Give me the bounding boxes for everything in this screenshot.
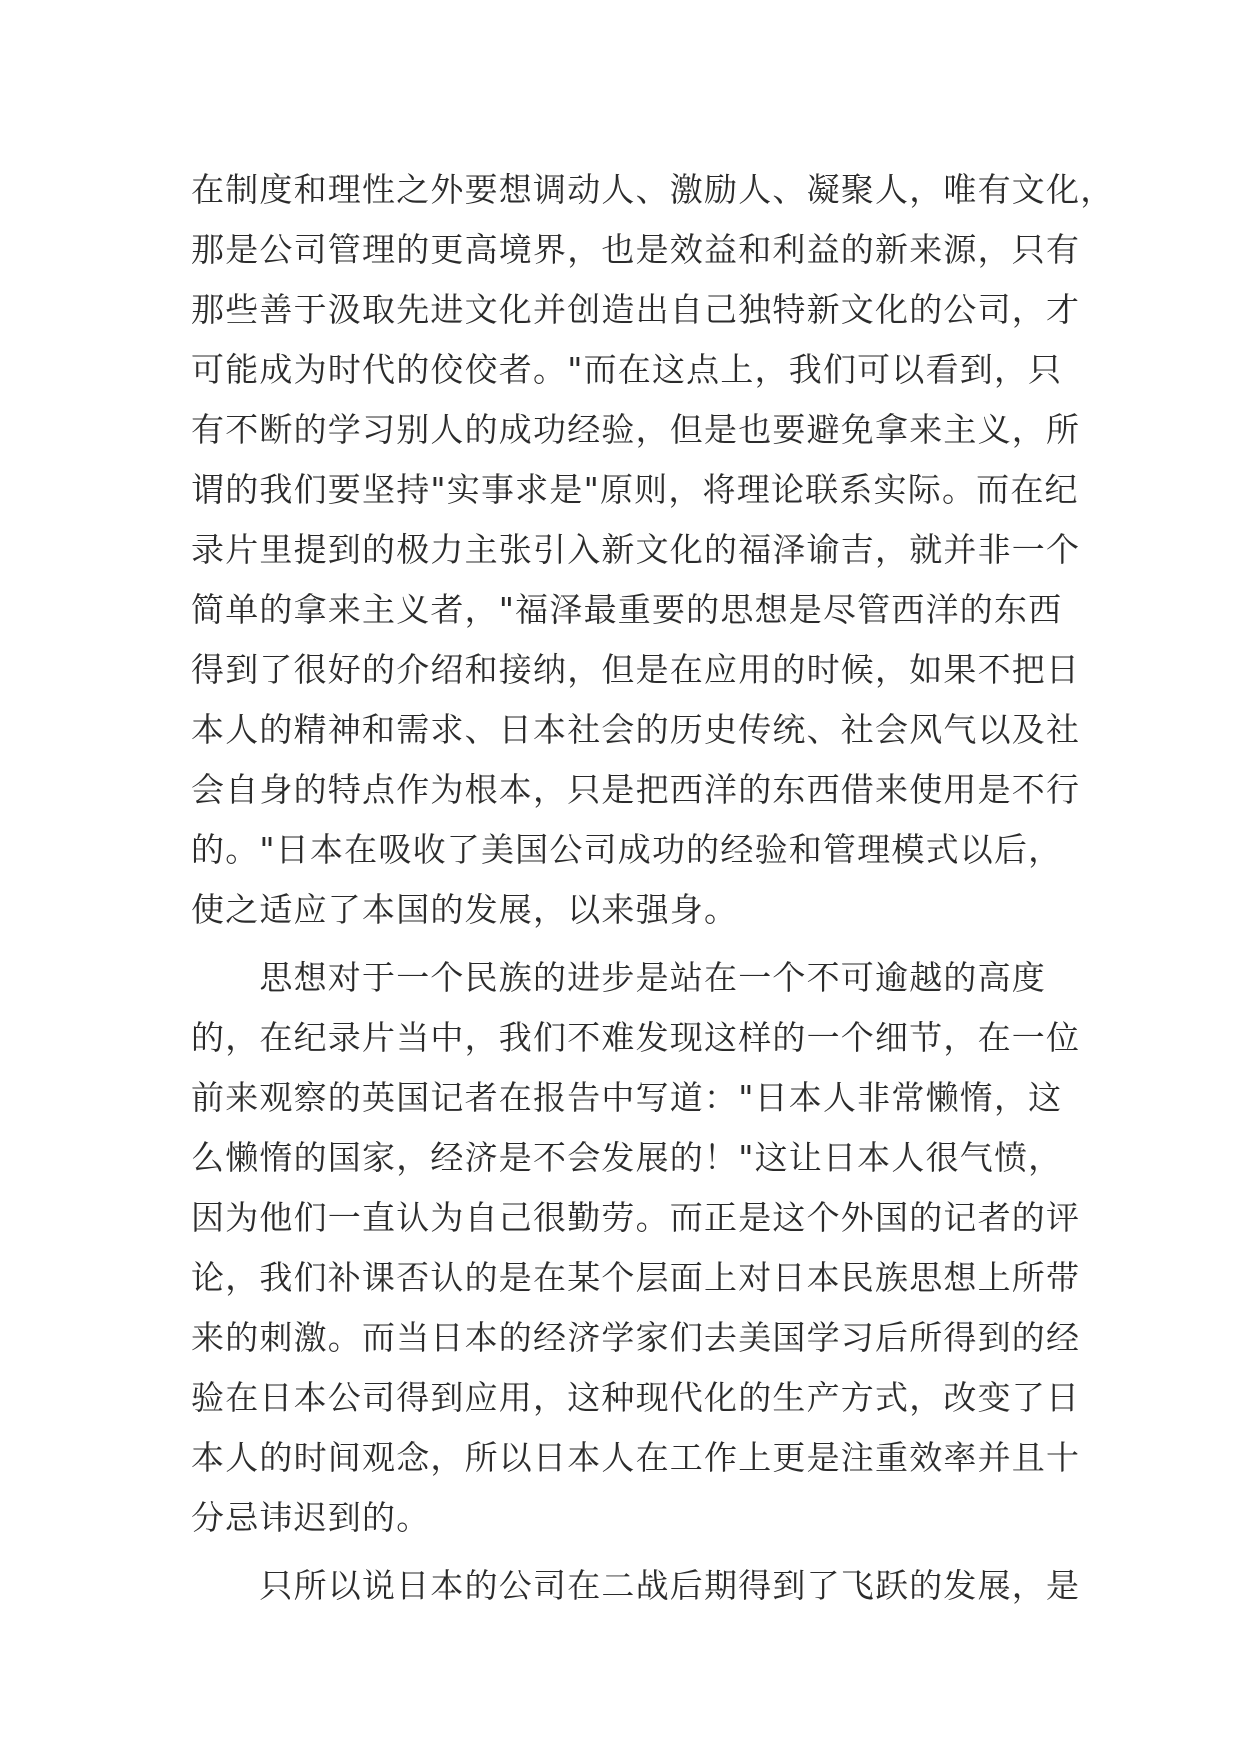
text-line: 的。"日本在吸收了美国公司成功的经验和管理模式以后， xyxy=(191,830,1063,869)
text-line: 分忌讳迟到的。 xyxy=(191,1498,431,1537)
text-line: 有不断的学习别人的成功经验，但是也要避免拿来主义，所 xyxy=(191,410,1081,449)
text-line: 么懒惰的国家，经济是不会发展的！"这让日本人很气愤， xyxy=(191,1138,1063,1177)
text-line: 思想对于一个民族的进步是站在一个不可逾越的高度 xyxy=(191,958,1046,997)
text-line: 简单的拿来主义者，"福泽最重要的思想是尽管西洋的东西 xyxy=(191,590,1063,629)
paragraph-gap xyxy=(191,1548,1051,1556)
text-line: 在制度和理性之外要想调动人、激励人、凝聚人，唯有文化， xyxy=(191,170,1115,209)
text-line: 本人的精神和需求、日本社会的历史传统、社会风气以及社 xyxy=(191,710,1081,749)
text-line: 得到了很好的介绍和接纳，但是在应用的时候，如果不把日 xyxy=(191,650,1081,689)
text-line: 只所以说日本的公司在二战后期得到了飞跃的发展，是 xyxy=(191,1566,1081,1605)
text-line: 会自身的特点作为根本，只是把西洋的东西借来使用是不行 xyxy=(191,770,1081,809)
text-line: 本人的时间观念，所以日本人在工作上更是注重效率并且十 xyxy=(191,1438,1081,1477)
text-line: 前来观察的英国记者在报告中写道："日本人非常懒惰，这 xyxy=(191,1078,1063,1117)
text-line: 论，我们补课否认的是在某个层面上对日本民族思想上所带 xyxy=(191,1258,1081,1297)
text-line: 使之适应了本国的发展，以来强身。 xyxy=(191,890,739,929)
paragraph-gap xyxy=(191,940,1051,948)
text-line: 的，在纪录片当中，我们不难发现这样的一个细节，在一位 xyxy=(191,1018,1081,1057)
body-text xyxy=(191,160,1115,1616)
text-line: 因为他们一直认为自己很勤劳。而正是这个外国的记者的评 xyxy=(191,1198,1081,1237)
text-line: 可能成为时代的佼佼者。"而在这点上，我们可以看到，只 xyxy=(191,350,1063,389)
text-line: 谓的我们要坚持"实事求是"原则，将理论联系实际。而在纪 xyxy=(191,470,1079,509)
text-line: 来的刺激。而当日本的经济学家们去美国学习后所得到的经 xyxy=(191,1318,1081,1357)
text-line: 那些善于汲取先进文化并创造出自己独特新文化的公司，才 xyxy=(191,290,1081,329)
text-line: 录片里提到的极力主张引入新文化的福泽谕吉，就并非一个 xyxy=(191,530,1081,569)
text-line: 那是公司管理的更高境界，也是效益和利益的新来源，只有 xyxy=(191,230,1081,269)
text-line: 验在日本公司得到应用，这种现代化的生产方式，改变了日 xyxy=(191,1378,1081,1417)
